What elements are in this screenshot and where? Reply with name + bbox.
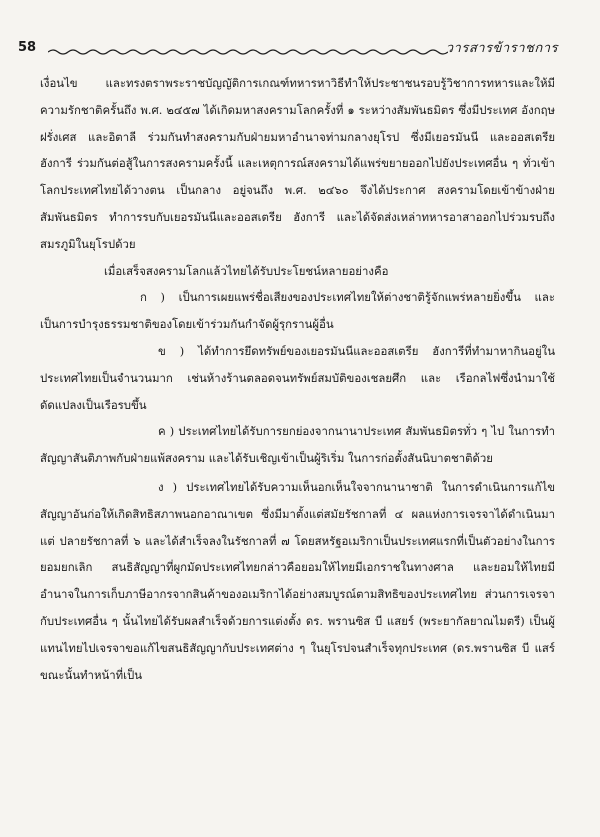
paragraph-history: เงื่อนไข และทรงตราพระราชบัญญัติการเกณฑ์ทหารหาวิธีทำให้ประชาชนรอบรู้วิชาการทหารและให้มีความรักชาติครั้นถึง พ.ศ. ๒๔๕๗ ได้เกิดมหาสงครามโลกครั้งที่ ๑ ระหว่างสัมพันธมิตร ซึ่งมีประเทศ อังกฤษ ฝรั่งเศส และอิตาลี ร่วมกันทำสงครามกับฝ่ายมหาอำนาจท่ามกลางยุโรป ซึ่งมีเยอรมันนี และออสเตรีย ฮังการี ร่วมกันต่อสู้ในการสงครามครั้งนี้ และเหตุการณ์สงครามได้แพร่ขยายออกไปยังประเทศอื่น ๆ ทั่วเข้าโลกประเทศไทยได้วางตน เป็นกลาง อยู่จนถึง พ.ศ. ๒๔๖๐ จึงได้ประกาศ สงครามโดยเข้าข้างฝ่ายสัมพันธมิตร ทำการรบกับเยอรมันนีและออสเตรีย ฮังการี และได้จัดส่งเหล่าทหารอาสาออกไปร่วมรบถึงสมรภูมิในยุโรปด้วย: [40, 76, 555, 251]
paragraph-benefit-d: ง ) ประเทศไทยได้รับความเห็นอกเห็นใจจากนานาชาติ ในการดำเนินการแก้ไขสัญญาอันก่อให้เกิดสิทธิสภาพนอกอาณาเขต ซึ่งมีมาตั้งแต่สมัยรัชกาลที่ ๔ ผลแห่งการเจรจาได้ดำเนินมาแต่ ปลายรัชกาลที่ ๖ และได้สำเร็จลงในรัชกาลที่ ๗ โดยสหรัฐอเมริกาเป็นประเทศแรกที่เป็นตัวอย่างในการยอมยกเลิก สนธิสัญญาที่ผูกมัดประเทศไทยกล่าวคือยอมให้ไทยมีเอกราชในทางศาล และยอมให้ไทยมีอำนาจในการเก็บภาษีอากรจากสินค้าของอเมริกาได้อย่างสมบูรณ์ตามสิทธิของประเทศไทย ส่วนการเจรจากับประเทศอื่น ๆ นั้นไทยได้รับผลสำเร็จด้วยการแต่งตั้ง ดร. พรานซิส บี แสยร์ (พระยากัลยาณไมตรี) เป็นผู้แทนไทยไปเจรจาขอแก้ไขสนธิสัญญากับประเทศต่าง ๆ ในยุโรปจนสำเร็จทุกประเทศ (ดร.พรานซิส บี แสร์ ขณะนั้นทำหน้าที่เป็น: [40, 479, 555, 682]
paragraph-benefit-b: ข ) ได้ทำการยึดทรัพย์ของเยอรมันนีและออสเตรีย ฮังการีที่ทำมาหากินอยู่ในประเทศไทยเป็นจำนวนมาก เช่นห้างร้านตลอดจนทรัพย์สมบัติของเชลยศึก และ เรือกลไฟซึ่งนำมาใช้ดัดแปลงเป็นเรือรบขึ้น: [40, 343, 555, 412]
paragraph-benefits-intro: เมื่อเสร็จสงครามโลกแล้วไทยได้รับประโยชน์หลายอย่างคือ: [104, 263, 389, 278]
paragraph-benefit-a: ก ) เป็นการเผยแพร่ชื่อเสียงของประเทศไทยให้ต่างชาติรู้จักแพร่หลายยิ่งขึ้น และเป็นการบำรุงธรรมชาติของโดยเข้าร่วมกันกำจัดผู้รุกรานผู้อื่น: [40, 290, 555, 332]
paragraph-benefit-c: ค ) ประเทศไทยได้รับการยกย่องจากนานาประเทศ สัมพันธมิตรทั่ว ๆ ไป ในการทำสัญญาสันติภาพกับฝ่ายแพ้สงคราม และได้รับเชิญเข้าเป็นผู้ริเริ่ม ในการก่อตั้งสันนิบาตชาติด้วย: [40, 424, 555, 466]
journal-title: วารสารข้าราชการ: [445, 41, 558, 56]
page-number: 58: [18, 40, 37, 55]
body-text: [40, 70, 555, 688]
decorative-wavy-rule: [48, 48, 448, 56]
page-header: [18, 36, 558, 62]
